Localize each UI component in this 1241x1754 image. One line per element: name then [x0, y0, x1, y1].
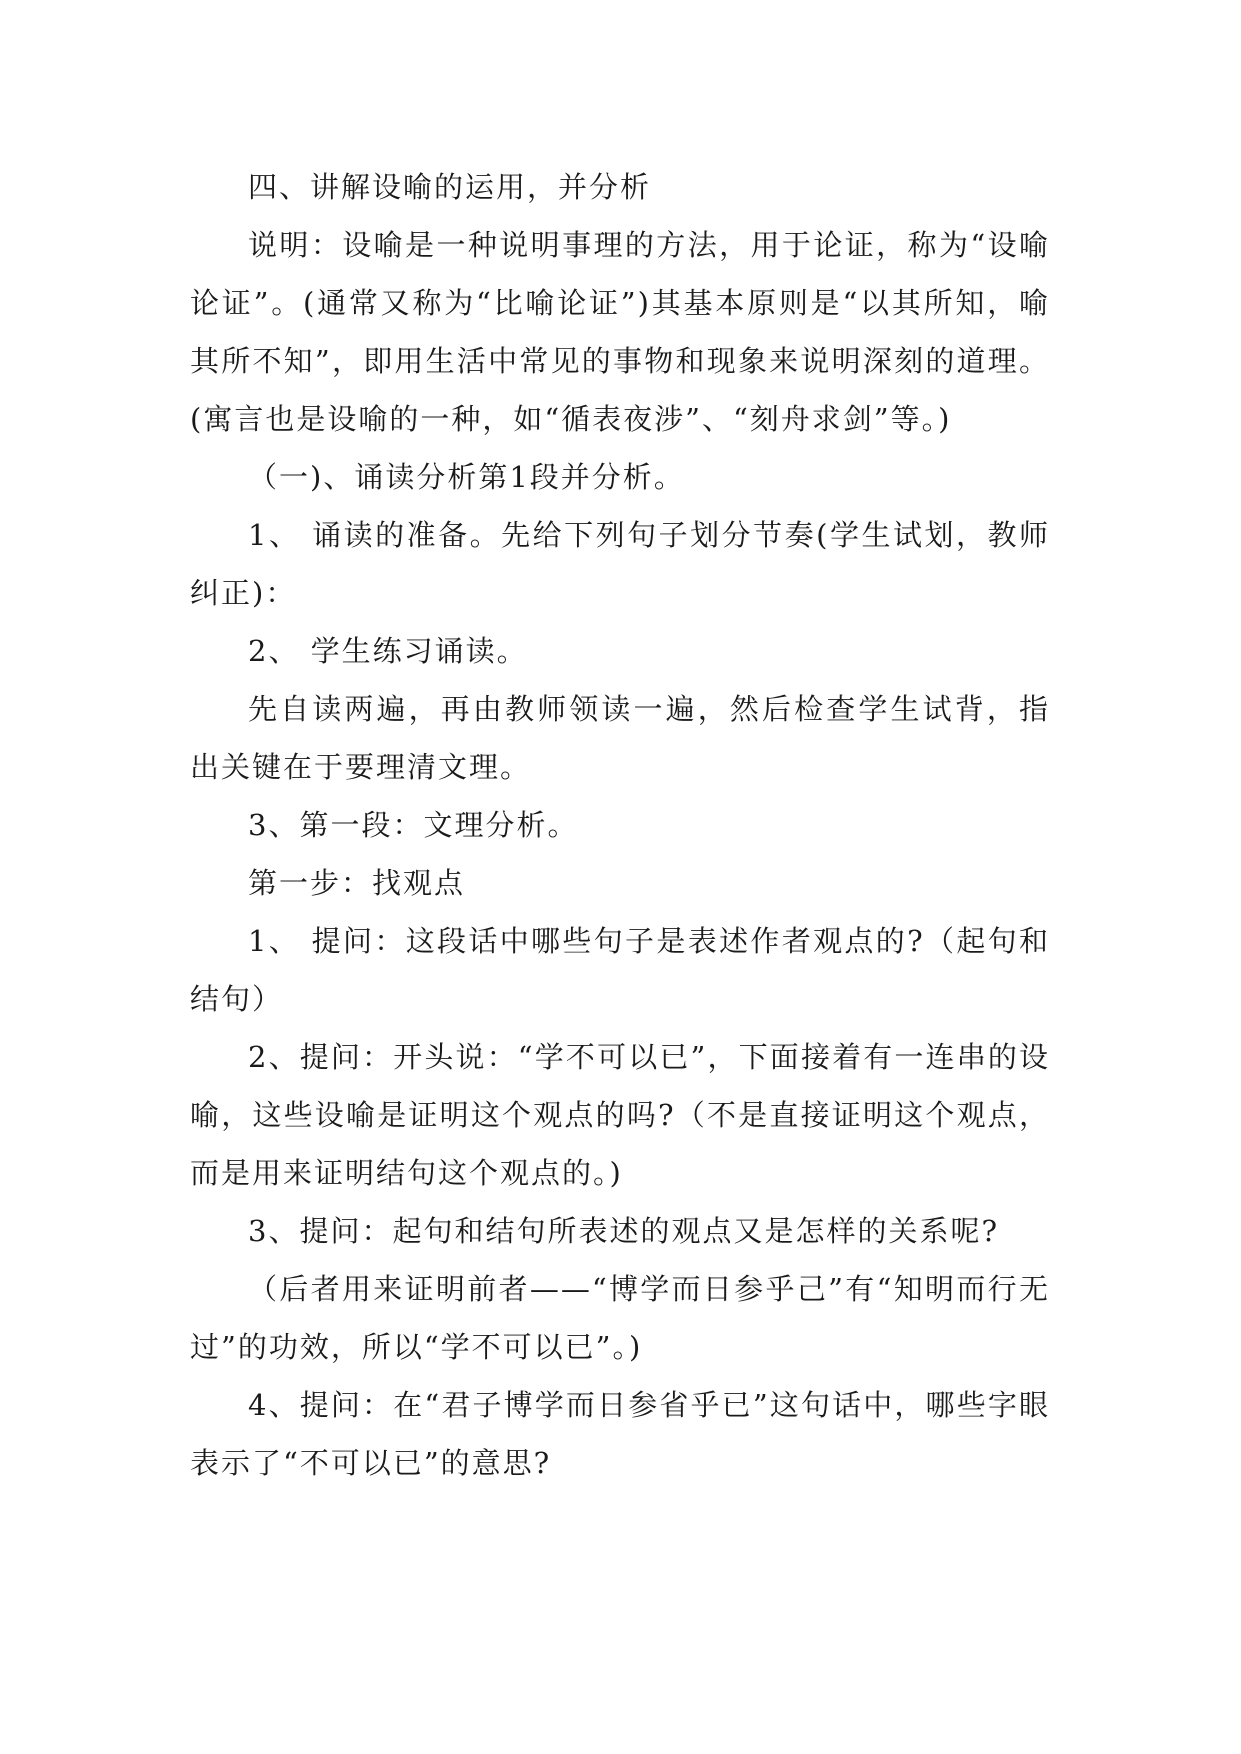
paragraph-question-4: 4、提问：在“君子博学而日参省乎已”这句话中，哪些字眼表示了“不可以已”的意思? [190, 1388, 1050, 1480]
paragraph-question-1: 1、 提问：这段话中哪些句子是表述作者观点的?（起句和结句） [190, 924, 1050, 1016]
paragraph-recitation: 先自读两遍，再由教师领读一遍，然后检查学生试背，指出关键在于要理清文理。 [190, 692, 1050, 784]
paragraph-step-1: 1、 诵读的准备。先给下列句子划分节奏(学生试划，教师纠正)： [190, 518, 1050, 610]
subsection-heading: （一)、诵读分析第1段并分析。 [248, 460, 685, 494]
paragraph-find-viewpoint: 第一步：找观点 [248, 866, 466, 900]
paragraph-question-2: 2、提问：开头说：“学不可以已”，下面接着有一连串的设喻，这些设喻是证明这个观点的吗?（不是直接证明这个观点，而是用来证明结句这个观点的。) [190, 1040, 1050, 1190]
paragraph-step-3: 3、第一段：文理分析。 [248, 808, 579, 842]
document-body [190, 158, 1050, 1492]
paragraph-answer-3: （后者用来证明前者——“博学而日参乎己”有“知明而行无过”的功效，所以“学不可以已”。) [190, 1272, 1050, 1364]
paragraph-step-2: 2、 学生练习诵读。 [248, 634, 528, 668]
paragraph-explanation: 说明：设喻是一种说明事理的方法，用于论证，称为“设喻论证”。(通常又称为“比喻论证”)其基本原则是“以其所知，喻其所不知”，即用生活中常见的事物和现象来说明深刻的道理。(寓言也是设喻的一种，如“循表夜涉”、“刻舟求剑”等。) [190, 228, 1050, 436]
paragraph-question-3: 3、提问：起句和结句所表述的观点又是怎样的关系呢? [248, 1214, 999, 1248]
section-heading: 四、讲解设喻的运用，并分析 [248, 170, 652, 204]
